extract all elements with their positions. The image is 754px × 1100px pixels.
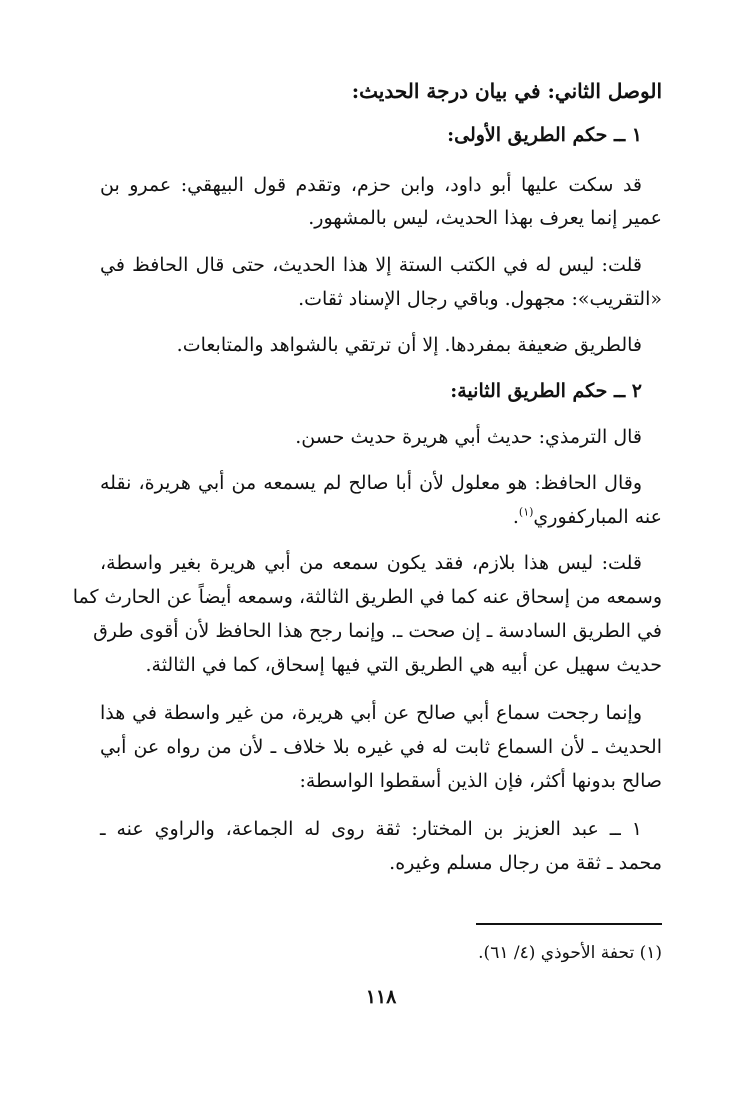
paragraph-line: قلت: ليس هذا بلازم، فقد يكون سمعه من أبي هريرة بغير واسطة، xyxy=(100,552,642,574)
footnote: (١) تحفة الأحوذي (٤/ ٦١). xyxy=(478,943,662,963)
section-heading: الوصل الثاني: في بيان درجة الحديث: xyxy=(351,79,662,103)
subheading-second-route: ٢ ــ حكم الطريق الثانية: xyxy=(450,380,642,402)
paragraph-line: قال الترمذي: حديث أبي هريرة حديث حسن. xyxy=(295,426,642,448)
paragraph-line: قد سكت عليها أبو داود، وابن حزم، وتقدم قول البيهقي: عمرو بن xyxy=(100,174,642,196)
paragraph-line: محمد ـ ثقة من رجال مسلم وغيره. xyxy=(389,852,662,874)
paragraph-line xyxy=(513,504,662,530)
paragraph-line: وإنما رجحت سماع أبي صالح عن أبي هريرة، من غير واسطة في هذا xyxy=(100,702,642,724)
paragraph-line: ١ ــ عبد العزيز بن المختار: ثقة روى له الجماعة، والراوي عنه ـ xyxy=(100,818,642,840)
paragraph-line: قلت: ليس له في الكتب الستة إلا هذا الحديث، حتى قال الحافظ في xyxy=(100,254,642,276)
paragraph-line: «التقريب»: مجهول. وباقي رجال الإسناد ثقات. xyxy=(298,288,662,310)
paragraph-line: وقال الحافظ: هو معلول لأن أبا صالح لم يسمعه من أبي هريرة، نقله xyxy=(100,472,642,494)
paragraph-line: الحديث ـ لأن السماع ثابت له في غيره بلا خلاف ـ لأن من رواه عن أبي xyxy=(100,736,662,758)
paragraph-line: في الطريق السادسة ـ إن صحت ـ. وإنما رجح هذا الحافظ لأن أقوى طرق xyxy=(93,620,662,642)
paragraph-line: صالح بدونها أكثر، فإن الذين أسقطوا الواسطة: xyxy=(299,770,662,792)
footnote-marker: (١) xyxy=(518,505,534,519)
paragraph-text: . xyxy=(512,506,519,528)
page-content xyxy=(72,68,662,1068)
subheading-first-route: ١ ــ حكم الطريق الأولى: xyxy=(447,124,642,146)
footnote-divider xyxy=(476,923,662,925)
paragraph-line: حديث سهيل عن أبيه هي الطريق التي فيها إسحاق، كما في الثالثة. xyxy=(145,654,662,676)
paragraph-line: وسمعه من إسحاق عنه كما في الطريق الثالثة، وسمعه أيضاً عن الحارث كما xyxy=(72,586,662,608)
page-number: ١١٨ xyxy=(365,986,397,1008)
paragraph-line: عمير إنما يعرف بهذا الحديث، ليس بالمشهور. xyxy=(308,207,662,229)
paragraph-line: فالطريق ضعيفة بمفردها. إلا أن ترتقي بالشواهد والمتابعات. xyxy=(176,334,642,356)
paragraph-text: عنه المباركفوري xyxy=(533,506,662,528)
